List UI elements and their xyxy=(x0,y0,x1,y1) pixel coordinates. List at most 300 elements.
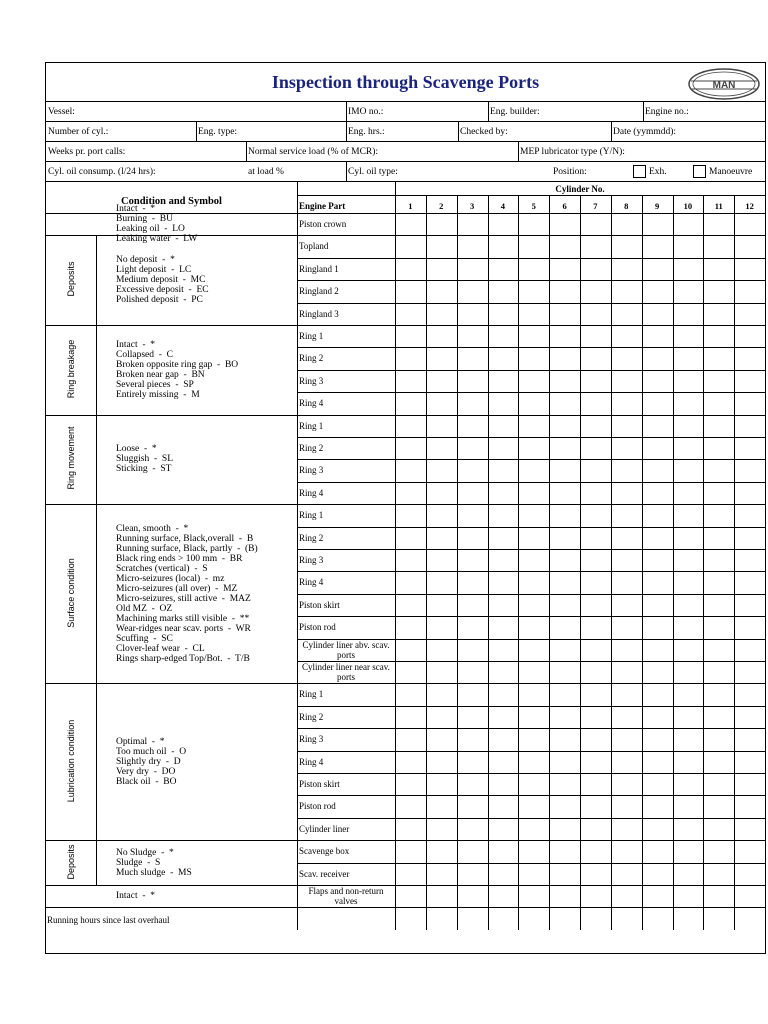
inspection-cell[interactable] xyxy=(518,818,549,840)
inspection-cell[interactable] xyxy=(611,325,642,347)
inspection-cell[interactable] xyxy=(457,728,488,750)
inspection-cell[interactable] xyxy=(426,437,457,459)
inspection-cell[interactable] xyxy=(549,571,580,593)
inspection-cell[interactable] xyxy=(580,840,611,862)
inspection-cell[interactable] xyxy=(673,661,704,683)
inspection-cell[interactable] xyxy=(580,347,611,369)
inspection-cell[interactable] xyxy=(549,728,580,750)
checked-by-field[interactable]: Checked by: xyxy=(460,127,508,137)
inspection-cell[interactable] xyxy=(395,370,426,392)
inspection-cell[interactable] xyxy=(703,706,734,728)
inspection-cell[interactable] xyxy=(580,661,611,683)
at-load-field[interactable]: at load % xyxy=(248,167,284,177)
inspection-cell[interactable] xyxy=(426,571,457,593)
inspection-cell[interactable] xyxy=(549,235,580,257)
inspection-cell[interactable] xyxy=(642,549,673,571)
inspection-cell[interactable] xyxy=(734,751,765,773)
inspection-cell[interactable] xyxy=(703,482,734,504)
inspection-cell[interactable] xyxy=(426,459,457,481)
inspection-cell[interactable] xyxy=(611,885,642,907)
inspection-cell[interactable] xyxy=(703,549,734,571)
inspection-cell[interactable] xyxy=(611,661,642,683)
inspection-cell[interactable] xyxy=(518,235,549,257)
inspection-cell[interactable] xyxy=(703,504,734,526)
inspection-cell[interactable] xyxy=(611,683,642,705)
inspection-cell[interactable] xyxy=(673,706,704,728)
inspection-cell[interactable] xyxy=(703,885,734,907)
inspection-cell[interactable] xyxy=(734,459,765,481)
inspection-cell[interactable] xyxy=(673,773,704,795)
inspection-cell[interactable] xyxy=(642,370,673,392)
exh-checkbox[interactable] xyxy=(633,165,646,178)
inspection-cell[interactable] xyxy=(457,661,488,683)
inspection-cell[interactable] xyxy=(457,459,488,481)
inspection-cell[interactable] xyxy=(426,683,457,705)
inspection-cell[interactable] xyxy=(673,213,704,235)
inspection-cell[interactable] xyxy=(457,818,488,840)
inspection-cell[interactable] xyxy=(395,795,426,817)
inspection-cell[interactable] xyxy=(426,594,457,616)
inspection-cell[interactable] xyxy=(734,795,765,817)
inspection-cell[interactable] xyxy=(518,347,549,369)
inspection-cell[interactable] xyxy=(426,527,457,549)
inspection-cell[interactable] xyxy=(549,370,580,392)
inspection-cell[interactable] xyxy=(611,482,642,504)
inspection-cell[interactable] xyxy=(673,549,704,571)
inspection-cell[interactable] xyxy=(488,795,519,817)
inspection-cell[interactable] xyxy=(642,706,673,728)
inspection-cell[interactable] xyxy=(580,751,611,773)
inspection-cell[interactable] xyxy=(488,347,519,369)
inspection-cell[interactable] xyxy=(426,661,457,683)
mep-lubricator-field[interactable]: MEP lubricator type (Y/N): xyxy=(520,147,625,157)
inspection-cell[interactable] xyxy=(426,840,457,862)
inspection-cell[interactable] xyxy=(488,818,519,840)
inspection-cell[interactable] xyxy=(673,258,704,280)
inspection-cell[interactable] xyxy=(611,616,642,638)
inspection-cell[interactable] xyxy=(734,616,765,638)
inspection-cell[interactable] xyxy=(395,325,426,347)
inspection-cell[interactable] xyxy=(549,459,580,481)
inspection-cell[interactable] xyxy=(611,571,642,593)
inspection-cell[interactable] xyxy=(457,347,488,369)
inspection-cell[interactable] xyxy=(580,527,611,549)
inspection-cell[interactable] xyxy=(426,863,457,885)
inspection-cell[interactable] xyxy=(518,415,549,437)
manoeuvre-checkbox[interactable] xyxy=(693,165,706,178)
inspection-cell[interactable] xyxy=(457,751,488,773)
inspection-cell[interactable] xyxy=(703,459,734,481)
inspection-cell[interactable] xyxy=(703,571,734,593)
inspection-cell[interactable] xyxy=(457,773,488,795)
inspection-cell[interactable] xyxy=(673,280,704,302)
inspection-cell[interactable] xyxy=(426,504,457,526)
inspection-cell[interactable] xyxy=(457,370,488,392)
inspection-cell[interactable] xyxy=(518,885,549,907)
inspection-cell[interactable] xyxy=(488,459,519,481)
inspection-cell[interactable] xyxy=(580,616,611,638)
inspection-cell[interactable] xyxy=(580,213,611,235)
inspection-cell[interactable] xyxy=(642,661,673,683)
inspection-cell[interactable] xyxy=(611,504,642,526)
inspection-cell[interactable] xyxy=(642,459,673,481)
inspection-cell[interactable] xyxy=(673,795,704,817)
inspection-cell[interactable] xyxy=(426,706,457,728)
inspection-cell[interactable] xyxy=(518,639,549,661)
inspection-cell[interactable] xyxy=(549,683,580,705)
inspection-cell[interactable] xyxy=(395,818,426,840)
inspection-cell[interactable] xyxy=(642,235,673,257)
inspection-cell[interactable] xyxy=(611,258,642,280)
inspection-cell[interactable] xyxy=(488,885,519,907)
inspection-cell[interactable] xyxy=(734,482,765,504)
inspection-cell[interactable] xyxy=(673,459,704,481)
inspection-cell[interactable] xyxy=(580,437,611,459)
inspection-cell[interactable] xyxy=(580,773,611,795)
inspection-cell[interactable] xyxy=(611,594,642,616)
inspection-cell[interactable] xyxy=(426,728,457,750)
inspection-cell[interactable] xyxy=(703,527,734,549)
inspection-cell[interactable] xyxy=(673,818,704,840)
inspection-cell[interactable] xyxy=(703,773,734,795)
inspection-cell[interactable] xyxy=(673,303,704,325)
inspection-cell[interactable] xyxy=(457,885,488,907)
inspection-cell[interactable] xyxy=(642,571,673,593)
inspection-cell[interactable] xyxy=(488,213,519,235)
inspection-cell[interactable] xyxy=(549,885,580,907)
inspection-cell[interactable] xyxy=(642,347,673,369)
inspection-cell[interactable] xyxy=(549,616,580,638)
inspection-cell[interactable] xyxy=(457,527,488,549)
inspection-cell[interactable] xyxy=(395,213,426,235)
inspection-cell[interactable] xyxy=(642,795,673,817)
date-field[interactable]: Date (yymmdd): xyxy=(613,127,677,137)
inspection-cell[interactable] xyxy=(734,303,765,325)
inspection-cell[interactable] xyxy=(642,303,673,325)
inspection-cell[interactable] xyxy=(549,706,580,728)
inspection-cell[interactable] xyxy=(703,661,734,683)
inspection-cell[interactable] xyxy=(395,639,426,661)
inspection-cell[interactable] xyxy=(580,504,611,526)
inspection-cell[interactable] xyxy=(518,751,549,773)
inspection-cell[interactable] xyxy=(488,571,519,593)
inspection-cell[interactable] xyxy=(457,639,488,661)
inspection-cell[interactable] xyxy=(734,818,765,840)
inspection-cell[interactable] xyxy=(734,504,765,526)
inspection-cell[interactable] xyxy=(488,415,519,437)
inspection-cell[interactable] xyxy=(518,661,549,683)
inspection-cell[interactable] xyxy=(580,818,611,840)
inspection-cell[interactable] xyxy=(395,661,426,683)
inspection-cell[interactable] xyxy=(642,325,673,347)
inspection-cell[interactable] xyxy=(642,280,673,302)
inspection-cell[interactable] xyxy=(426,482,457,504)
inspection-cell[interactable] xyxy=(549,773,580,795)
inspection-cell[interactable] xyxy=(673,325,704,347)
inspection-cell[interactable] xyxy=(457,616,488,638)
inspection-cell[interactable] xyxy=(426,303,457,325)
inspection-cell[interactable] xyxy=(488,527,519,549)
inspection-cell[interactable] xyxy=(580,683,611,705)
inspection-cell[interactable] xyxy=(642,482,673,504)
inspection-cell[interactable] xyxy=(549,258,580,280)
inspection-cell[interactable] xyxy=(457,571,488,593)
inspection-cell[interactable] xyxy=(518,325,549,347)
inspection-cell[interactable] xyxy=(518,213,549,235)
inspection-cell[interactable] xyxy=(549,639,580,661)
inspection-cell[interactable] xyxy=(734,549,765,571)
inspection-cell[interactable] xyxy=(580,235,611,257)
inspection-cell[interactable] xyxy=(673,504,704,526)
inspection-cell[interactable] xyxy=(457,482,488,504)
inspection-cell[interactable] xyxy=(703,370,734,392)
inspection-cell[interactable] xyxy=(580,863,611,885)
inspection-cell[interactable] xyxy=(457,683,488,705)
inspection-cell[interactable] xyxy=(611,728,642,750)
inspection-cell[interactable] xyxy=(734,594,765,616)
inspection-cell[interactable] xyxy=(580,482,611,504)
inspection-cell[interactable] xyxy=(734,415,765,437)
inspection-cell[interactable] xyxy=(611,818,642,840)
inspection-cell[interactable] xyxy=(611,773,642,795)
inspection-cell[interactable] xyxy=(549,392,580,414)
inspection-cell[interactable] xyxy=(518,840,549,862)
inspection-cell[interactable] xyxy=(518,683,549,705)
inspection-cell[interactable] xyxy=(488,840,519,862)
inspection-cell[interactable] xyxy=(734,370,765,392)
inspection-cell[interactable] xyxy=(734,280,765,302)
inspection-cell[interactable] xyxy=(395,863,426,885)
inspection-cell[interactable] xyxy=(642,415,673,437)
inspection-cell[interactable] xyxy=(703,639,734,661)
inspection-cell[interactable] xyxy=(703,751,734,773)
inspection-cell[interactable] xyxy=(734,706,765,728)
inspection-cell[interactable] xyxy=(611,639,642,661)
inspection-cell[interactable] xyxy=(488,549,519,571)
inspection-cell[interactable] xyxy=(673,482,704,504)
inspection-cell[interactable] xyxy=(642,258,673,280)
inspection-cell[interactable] xyxy=(703,392,734,414)
weeks-port-calls-field[interactable]: Weeks pr. port calls: xyxy=(48,147,126,157)
inspection-cell[interactable] xyxy=(642,213,673,235)
inspection-cell[interactable] xyxy=(549,795,580,817)
inspection-cell[interactable] xyxy=(673,683,704,705)
inspection-cell[interactable] xyxy=(703,415,734,437)
service-load-field[interactable]: Normal service load (% of MCR): xyxy=(248,147,379,157)
inspection-cell[interactable] xyxy=(642,773,673,795)
inspection-cell[interactable] xyxy=(426,818,457,840)
inspection-cell[interactable] xyxy=(734,683,765,705)
inspection-cell[interactable] xyxy=(673,639,704,661)
inspection-cell[interactable] xyxy=(734,392,765,414)
inspection-cell[interactable] xyxy=(673,527,704,549)
inspection-cell[interactable] xyxy=(488,235,519,257)
inspection-cell[interactable] xyxy=(703,303,734,325)
inspection-cell[interactable] xyxy=(426,213,457,235)
inspection-cell[interactable] xyxy=(734,885,765,907)
inspection-cell[interactable] xyxy=(734,258,765,280)
inspection-cell[interactable] xyxy=(673,863,704,885)
inspection-cell[interactable] xyxy=(549,863,580,885)
inspection-cell[interactable] xyxy=(703,683,734,705)
inspection-cell[interactable] xyxy=(642,818,673,840)
inspection-cell[interactable] xyxy=(426,235,457,257)
inspection-cell[interactable] xyxy=(703,840,734,862)
cyl-oil-type-field[interactable]: Cyl. oil type: xyxy=(348,167,398,177)
inspection-cell[interactable] xyxy=(673,594,704,616)
inspection-cell[interactable] xyxy=(518,459,549,481)
inspection-cell[interactable] xyxy=(518,616,549,638)
inspection-cell[interactable] xyxy=(395,437,426,459)
inspection-cell[interactable] xyxy=(395,280,426,302)
inspection-cell[interactable] xyxy=(580,728,611,750)
inspection-cell[interactable] xyxy=(611,415,642,437)
inspection-cell[interactable] xyxy=(580,370,611,392)
inspection-cell[interactable] xyxy=(395,392,426,414)
inspection-cell[interactable] xyxy=(518,706,549,728)
inspection-cell[interactable] xyxy=(457,437,488,459)
inspection-cell[interactable] xyxy=(518,795,549,817)
inspection-cell[interactable] xyxy=(457,392,488,414)
inspection-cell[interactable] xyxy=(549,504,580,526)
inspection-cell[interactable] xyxy=(518,280,549,302)
inspection-cell[interactable] xyxy=(488,437,519,459)
inspection-cell[interactable] xyxy=(426,325,457,347)
inspection-cell[interactable] xyxy=(642,392,673,414)
inspection-cell[interactable] xyxy=(580,549,611,571)
inspection-cell[interactable] xyxy=(642,751,673,773)
inspection-cell[interactable] xyxy=(395,840,426,862)
inspection-cell[interactable] xyxy=(549,347,580,369)
inspection-cell[interactable] xyxy=(518,594,549,616)
inspection-cell[interactable] xyxy=(488,863,519,885)
inspection-cell[interactable] xyxy=(549,661,580,683)
inspection-cell[interactable] xyxy=(426,616,457,638)
inspection-cell[interactable] xyxy=(549,751,580,773)
num-cyl-field[interactable]: Number of cyl.: xyxy=(48,127,109,137)
inspection-cell[interactable] xyxy=(703,728,734,750)
inspection-cell[interactable] xyxy=(611,370,642,392)
inspection-cell[interactable] xyxy=(426,392,457,414)
inspection-cell[interactable] xyxy=(703,616,734,638)
inspection-cell[interactable] xyxy=(703,213,734,235)
inspection-cell[interactable] xyxy=(395,549,426,571)
inspection-cell[interactable] xyxy=(734,213,765,235)
inspection-cell[interactable] xyxy=(734,325,765,347)
inspection-cell[interactable] xyxy=(549,594,580,616)
inspection-cell[interactable] xyxy=(580,795,611,817)
inspection-cell[interactable] xyxy=(549,303,580,325)
inspection-cell[interactable] xyxy=(611,347,642,369)
inspection-cell[interactable] xyxy=(703,347,734,369)
inspection-cell[interactable] xyxy=(580,639,611,661)
inspection-cell[interactable] xyxy=(457,840,488,862)
inspection-cell[interactable] xyxy=(580,706,611,728)
inspection-cell[interactable] xyxy=(488,594,519,616)
inspection-cell[interactable] xyxy=(703,594,734,616)
inspection-cell[interactable] xyxy=(457,303,488,325)
inspection-cell[interactable] xyxy=(518,728,549,750)
inspection-cell[interactable] xyxy=(642,616,673,638)
inspection-cell[interactable] xyxy=(395,527,426,549)
inspection-cell[interactable] xyxy=(703,280,734,302)
inspection-cell[interactable] xyxy=(426,885,457,907)
inspection-cell[interactable] xyxy=(611,392,642,414)
inspection-cell[interactable] xyxy=(734,773,765,795)
inspection-cell[interactable] xyxy=(395,773,426,795)
inspection-cell[interactable] xyxy=(488,258,519,280)
cyl-oil-consump-field[interactable]: Cyl. oil consump. (l/24 hrs): xyxy=(48,167,156,177)
inspection-cell[interactable] xyxy=(734,840,765,862)
inspection-cell[interactable] xyxy=(580,571,611,593)
inspection-cell[interactable] xyxy=(457,706,488,728)
inspection-cell[interactable] xyxy=(703,795,734,817)
inspection-cell[interactable] xyxy=(611,751,642,773)
inspection-cell[interactable] xyxy=(426,773,457,795)
inspection-cell[interactable] xyxy=(549,415,580,437)
inspection-cell[interactable] xyxy=(457,504,488,526)
inspection-cell[interactable] xyxy=(395,571,426,593)
inspection-cell[interactable] xyxy=(488,773,519,795)
inspection-cell[interactable] xyxy=(488,683,519,705)
inspection-cell[interactable] xyxy=(580,280,611,302)
inspection-cell[interactable] xyxy=(703,325,734,347)
inspection-cell[interactable] xyxy=(642,639,673,661)
engine-no-field[interactable]: Engine no.: xyxy=(645,107,689,117)
inspection-cell[interactable] xyxy=(734,639,765,661)
inspection-cell[interactable] xyxy=(673,616,704,638)
inspection-cell[interactable] xyxy=(518,258,549,280)
inspection-cell[interactable] xyxy=(734,437,765,459)
inspection-cell[interactable] xyxy=(611,280,642,302)
inspection-cell[interactable] xyxy=(580,258,611,280)
inspection-cell[interactable] xyxy=(457,280,488,302)
manoeuvre-option[interactable] xyxy=(691,162,765,182)
inspection-cell[interactable] xyxy=(673,885,704,907)
inspection-cell[interactable] xyxy=(611,459,642,481)
inspection-cell[interactable] xyxy=(549,280,580,302)
inspection-cell[interactable] xyxy=(426,639,457,661)
inspection-cell[interactable] xyxy=(673,840,704,862)
inspection-cell[interactable] xyxy=(488,280,519,302)
inspection-cell[interactable] xyxy=(703,258,734,280)
inspection-cell[interactable] xyxy=(642,437,673,459)
inspection-cell[interactable] xyxy=(642,594,673,616)
inspection-cell[interactable] xyxy=(457,549,488,571)
inspection-cell[interactable] xyxy=(457,863,488,885)
inspection-cell[interactable] xyxy=(457,594,488,616)
inspection-cell[interactable] xyxy=(457,235,488,257)
inspection-cell[interactable] xyxy=(580,325,611,347)
inspection-cell[interactable] xyxy=(426,751,457,773)
inspection-cell[interactable] xyxy=(518,370,549,392)
inspection-cell[interactable] xyxy=(734,347,765,369)
inspection-cell[interactable] xyxy=(642,683,673,705)
inspection-cell[interactable] xyxy=(395,303,426,325)
inspection-cell[interactable] xyxy=(518,392,549,414)
inspection-cell[interactable] xyxy=(395,885,426,907)
inspection-cell[interactable] xyxy=(580,392,611,414)
inspection-cell[interactable] xyxy=(549,437,580,459)
inspection-cell[interactable] xyxy=(518,863,549,885)
inspection-cell[interactable] xyxy=(457,415,488,437)
inspection-cell[interactable] xyxy=(395,415,426,437)
inspection-cell[interactable] xyxy=(580,459,611,481)
inspection-cell[interactable] xyxy=(549,213,580,235)
inspection-cell[interactable] xyxy=(518,773,549,795)
inspection-cell[interactable] xyxy=(642,863,673,885)
eng-builder-field[interactable]: Eng. builder: xyxy=(490,107,540,117)
